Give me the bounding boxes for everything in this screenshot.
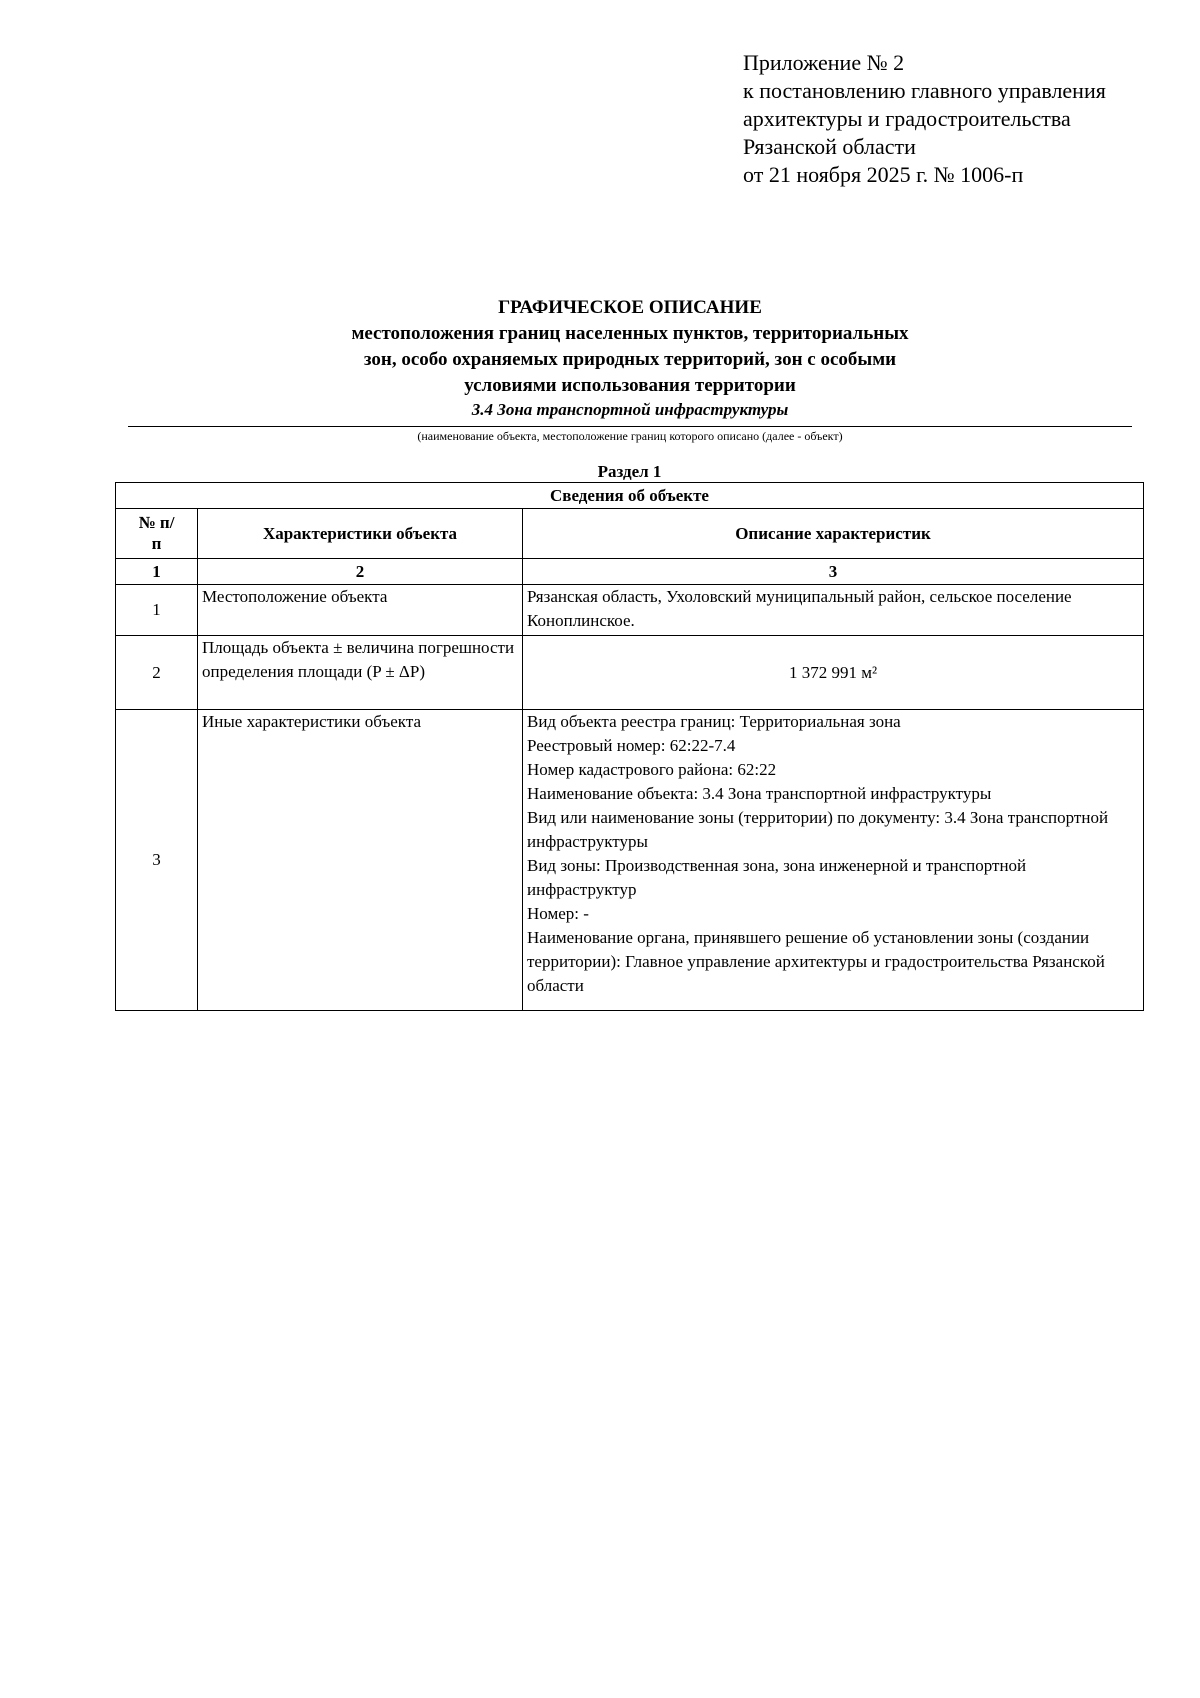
table-row [116,636,1144,710]
object-name: 3.4 Зона транспортной инфраструктуры [471,400,789,419]
table-header-row [116,509,1144,559]
header-num-label: № п/п [138,512,175,553]
appendix-line: к постановлению главного управления [743,78,1106,103]
column-number: 1 [116,559,198,585]
row-num: 3 [116,710,198,1011]
description-line: Вид или наименование зоны (территории) по документу: 3.4 Зона транспортной инфраструктуры [527,808,1109,851]
document-subtitle-line: условиями использования территории [464,375,796,396]
table-caption-row [116,483,1144,509]
appendix-header [743,49,1106,189]
appendix-line: Рязанской области [743,134,916,159]
row-description: 1 372 991 м² [523,636,1144,710]
row-num: 1 [116,585,198,636]
row-num: 2 [116,636,198,710]
title-divider [128,426,1132,427]
object-name-note: (наименование объекта, местоположение границ которого описано (далее - объект) [417,429,843,443]
description-line: Номер: - [527,904,589,923]
document-title: ГРАФИЧЕСКОЕ ОПИСАНИЕ [498,297,762,318]
table-caption: Сведения об объекте [116,483,1144,509]
row-characteristic: Иные характеристики объекта [198,710,523,1011]
row-characteristic: Местоположение объекта [198,585,523,636]
document-title-block [128,295,1132,421]
document-subtitle-line: местоположения границ населенных пунктов, территориальных [351,323,909,344]
header-characteristic: Характеристики объекта [198,509,523,559]
column-numbers-row [116,559,1144,585]
appendix-line: архитектуры и градостроительства [743,106,1071,131]
column-number: 2 [198,559,523,585]
row-description: Рязанская область, Ухоловский муниципальный район, сельское поселение Коноплинское. [523,585,1144,636]
description-line: Номер кадастрового района: 62:22 [527,760,777,779]
section-label: Раздел 1 [597,462,662,481]
header-description: Описание характеристик [523,509,1144,559]
description-line: Наименование органа, принявшего решение об установлении зоны (создании территории): Главное управление архитектуры и градостроительства Рязанской области [527,928,1105,995]
appendix-line: Приложение № 2 [743,50,905,75]
table-row [116,710,1144,1011]
description-line: Реестровый номер: 62:22-7.4 [527,736,736,755]
row-description [523,710,1144,1011]
description-line: Наименование объекта: 3.4 Зона транспортной инфраструктуры [527,784,992,803]
description-line: Вид объекта реестра границ: Территориальная зона [527,712,901,731]
object-info-table [115,482,1144,1011]
appendix-line: от 21 ноября 2025 г. № 1006-п [743,162,1024,187]
column-number: 3 [523,559,1144,585]
description-line: Вид зоны: Производственная зона, зона инженерной и транспортной инфраструктур [527,856,1027,899]
table-row [116,585,1144,636]
document-subtitle-line: зон, особо охраняемых природных территорий, зон с особыми [363,349,897,370]
row-characteristic: Площадь объекта ± величина погрешности определения площади (P ± ΔP) [198,636,523,710]
header-num [116,509,198,559]
